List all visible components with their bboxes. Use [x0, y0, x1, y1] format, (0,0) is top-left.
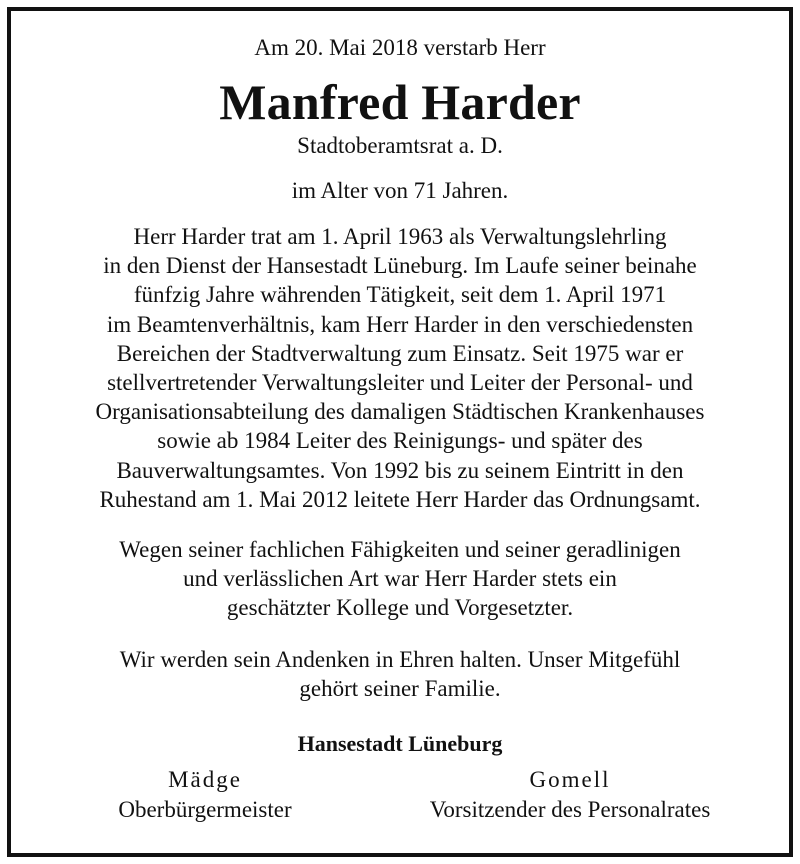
paragraph-line: stellvertretender Verwaltungsleiter und Leiter der Personal- und [107, 370, 693, 396]
signatory-council-chair [400, 765, 740, 825]
paragraph-line: Wegen seiner fachlichen Fähigkeiten und seiner geradlinigen [119, 537, 681, 562]
paragraph-line: Bereichen der Stadtverwaltung zum Einsatz. Seit 1975 war er [116, 340, 684, 366]
signatory-name: Gomell [529, 767, 611, 792]
paragraph-line: geschätzter Kollege und Vorgesetzter. [226, 595, 574, 621]
paragraph-line: fünfzig Jahre währenden Tätigkeit, seit dem 1. April 1971 [133, 282, 667, 308]
paragraph-line: sowie ab 1984 Leiter des Reinigungs- und später des [157, 428, 643, 454]
death-announcement: Am 20. Mai 2018 verstarb Herr [254, 35, 546, 60]
paragraph-line: Wir werden sein Andenken in Ehren halten. Unser Mitgefühl [119, 647, 681, 672]
paragraph-line: und verlässlichen Art war Herr Harder stets ein [183, 566, 617, 592]
career-paragraph [0, 222, 800, 514]
signatory-mayor [100, 765, 310, 825]
condolence-paragraph [0, 645, 800, 703]
paragraph-line: im Beamtenverhältnis, kam Herr Harder in den verschiedensten [106, 311, 694, 337]
paragraph-line: in den Dienst der Hansestadt Lüneburg. Im Laufe seiner beinahe [103, 253, 697, 279]
paragraph-line: Bauverwaltungsamtes. Von 1992 bis zu seinem Eintritt in den [116, 457, 684, 483]
organization-name: Hansestadt Lüneburg [297, 731, 503, 756]
paragraph-line: Ruhestand am 1. Mai 2012 leitete Herr Harder das Ordnungsamt. [99, 486, 701, 512]
paragraph-line: gehört seiner Familie. [299, 676, 501, 702]
deceased-age: im Alter von 71 Jahren. [291, 178, 509, 203]
deceased-name: Manfred Harder [219, 74, 581, 130]
signatory-name: Mädge [168, 767, 242, 792]
paragraph-line: Herr Harder trat am 1. April 1963 als Verwaltungslehrling [133, 224, 667, 249]
signatory-role: Oberbürgermeister [118, 797, 292, 822]
deceased-title: Stadtoberamtsrat a. D. [297, 133, 503, 158]
paragraph-line: Organisationsabteilung des damaligen Städtischen Krankenhauses [95, 399, 705, 425]
signatory-role: Vorsitzender des Personalrates [429, 797, 711, 822]
tribute-paragraph [0, 535, 800, 623]
